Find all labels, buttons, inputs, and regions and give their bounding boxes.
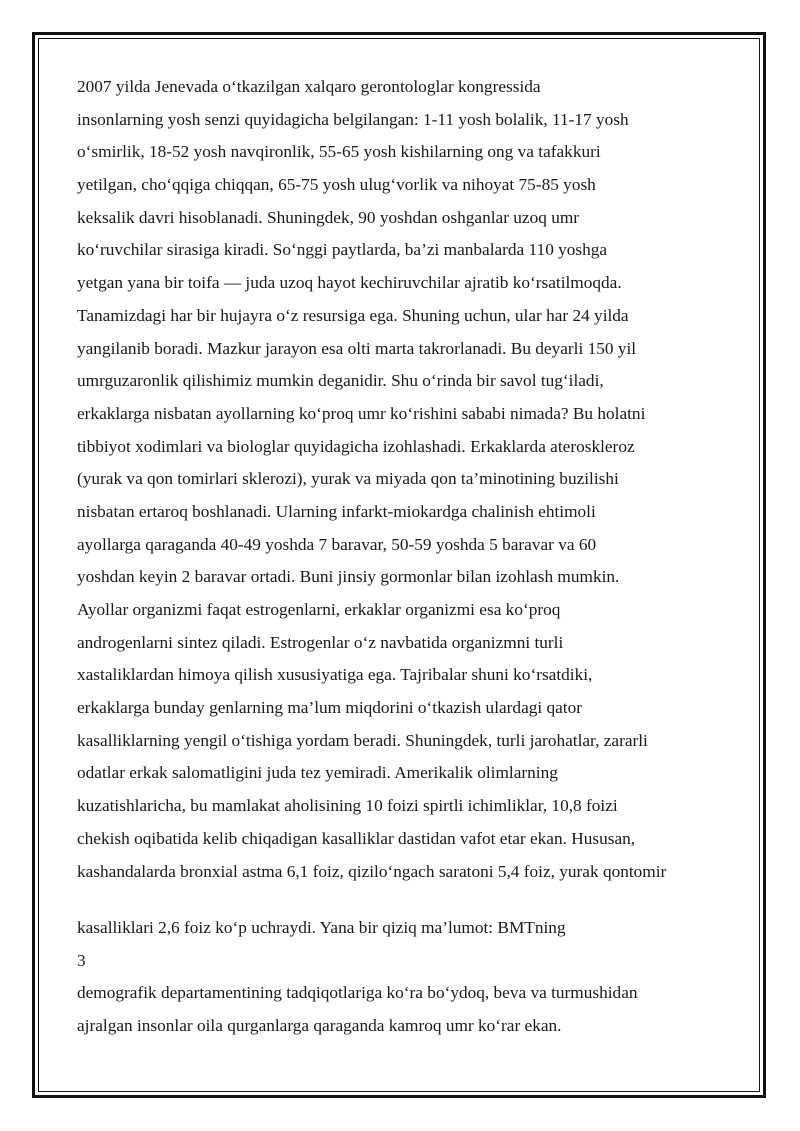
text-line: kasalliklari 2,6 foiz ko‘p uchraydi. Yana bir qiziq ma’lumot: BMTning bbox=[77, 918, 566, 937]
text-line: kashandalarda bronxial astma 6,1 foiz, qizilo‘ngach saratoni 5,4 foiz, yurak qontomir bbox=[77, 861, 667, 881]
text-line: ajralgan insonlar oila qurganlarga qaraganda kamroq umr ko‘rar ekan. bbox=[77, 1016, 562, 1036]
text-line: ayollarga qaraganda 40-49 yoshda 7 baravar, 50-59 yoshda 5 baravar va 60 bbox=[77, 534, 597, 554]
text-line: erkaklarga bunday genlarning ma’lum miqdorini o‘tkazish ulardagi qator bbox=[77, 698, 583, 718]
text-line: ko‘ruvchilar sirasiga kiradi. So‘nggi paytlarda, ba’zi manbalarda 110 yoshga bbox=[77, 240, 608, 260]
page-number: 3 bbox=[77, 950, 86, 970]
text-line: odatlar erkak salomatligini juda tez yemiradi. Amerikalik olimlarning bbox=[77, 763, 558, 783]
text-line: umrguzaronlik qilishimiz mumkin deganidir. Shu o‘rinda bir savol tug‘iladi, bbox=[77, 371, 604, 391]
text-line: xastaliklardan himoya qilish xususiyatiga ega. Tajribalar shuni ko‘rsatdiki, bbox=[77, 665, 593, 685]
text-line: (yurak va qon tomirlari sklerozi), yurak va miyada qon ta’minotining buzilishi bbox=[77, 469, 619, 489]
text-line: 2007 yilda Jenevada o‘tkazilgan xalqaro gerontologlar kongressida bbox=[77, 77, 541, 96]
text-line: yangilanib boradi. Mazkur jarayon esa olti marta takrorlanadi. Bu deyarli 150 yil bbox=[77, 338, 637, 358]
text-line: insonlarning yosh senzi quyidagicha belgilangan: 1-11 yosh bolalik, 11-17 yosh bbox=[77, 109, 629, 129]
text-line: Tanamizdagi har bir hujayra o‘z resursiga ega. Shuning uchun, ular har 24 yilda bbox=[77, 305, 629, 325]
text-line: demografik departamentining tadqiqotlariga ko‘ra bo‘ydoq, beva va turmushidan bbox=[77, 983, 638, 1003]
text-line: erkaklarga nisbatan ayollarning ko‘proq umr ko‘rishini sababi nimada? Bu holatni bbox=[77, 403, 646, 423]
text-line: chekish oqibatida kelib chiqadigan kasalliklar dastidan vafot etar ekan. Hususan, bbox=[77, 828, 636, 848]
text-line: androgenlarni sintez qiladi. Estrogenlar o‘z navbatida organizmni turli bbox=[77, 632, 564, 652]
text-line: o‘smirlik, 18-52 yosh navqironlik, 55-65 yosh kishilarning ong va tafakkuri bbox=[77, 142, 601, 162]
text-line: keksalik davri hisoblanadi. Shuningdek, 90 yoshdan oshganlar uzoq umr bbox=[77, 207, 580, 227]
text-line: nisbatan ertaroq boshlanadi. Ularning infarkt-miokardga chalinish ehtimoli bbox=[77, 501, 596, 521]
text-line: kuzatishlaricha, bu mamlakat aholisining 10 foizi spirtli ichimliklar, 10,8 foizi bbox=[77, 796, 618, 816]
text-line: yetgan yana bir toifa — juda uzoq hayot kechiruvchilar ajratib ko‘rsatilmoqda. bbox=[77, 273, 622, 293]
text-line: yetilgan, cho‘qqiga chiqqan, 65-75 yosh ulug‘vorlik va nihoyat 75-85 yosh bbox=[77, 175, 596, 195]
text-line: Ayollar organizmi faqat estrogenlarni, erkaklar organizmi esa ko‘proq bbox=[77, 600, 561, 619]
text-line: kasalliklarning yengil o‘tishiga yordam beradi. Shuningdek, turli jarohatlar, zararli bbox=[77, 730, 648, 750]
text-line: yoshdan keyin 2 baravar ortadi. Buni jinsiy gormonlar bilan izohlash mumkin. bbox=[77, 567, 620, 587]
main-paragraph bbox=[77, 71, 737, 888]
text-line: tibbiyot xodimlari va biologlar quyidagicha izohlashadi. Erkaklarda ateroskleroz bbox=[77, 436, 635, 456]
continued-paragraph bbox=[77, 912, 737, 1043]
